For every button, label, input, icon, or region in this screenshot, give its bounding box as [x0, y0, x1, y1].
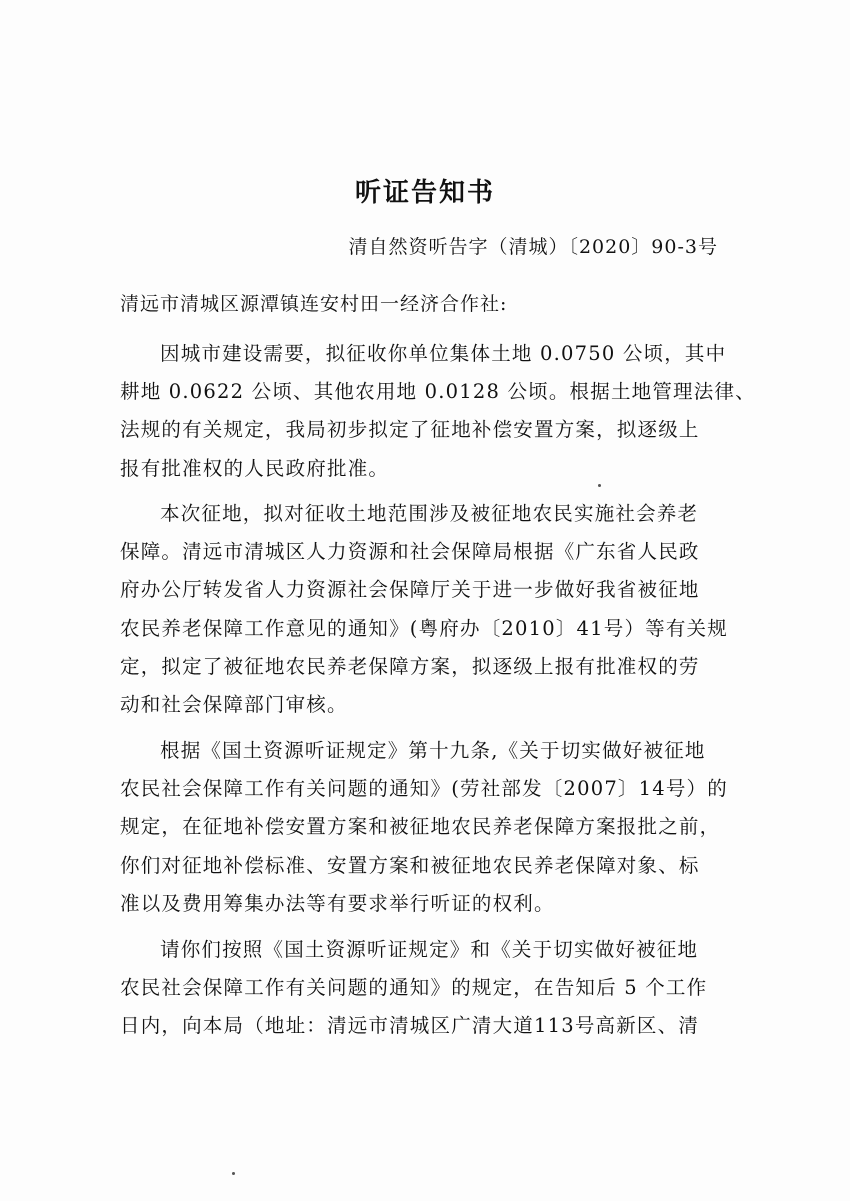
body-line: 因城市建设需要，拟征收你单位集体土地 0.0750 公顷，其中	[160, 342, 727, 365]
body-line: 府办公厅转发省人力资源社会保障厅关于进一步做好我省被征地	[120, 578, 700, 601]
body-line: 根据《国土资源听证规定》第十九条,《关于切实做好被征地	[160, 739, 706, 762]
body-line: 动和社会保障部门审核。	[120, 693, 348, 716]
body-line: 本次征地，拟对征收土地范围涉及被征地农民实施社会养老	[160, 502, 699, 525]
body-line: 耕地 0.0622 公顷、其他农用地 0.0128 公顷。根据土地管理法律、	[120, 380, 756, 403]
body-line: 准以及费用筹集办法等有要求举行听证的权利。	[120, 892, 555, 915]
body-line: 定，拟定了被征地农民养老保障方案，拟逐级上报有批准权的劳	[120, 655, 700, 678]
body-line: 农民养老保障工作意见的通知》(粤府办〔2010〕41号）等有关规	[120, 617, 728, 640]
body-line: 保障。清远市清城区人力资源和社会保障局根据《广东省人民政	[120, 540, 700, 563]
body-line: 法规的有关规定，我局初步拟定了征地补偿安置方案，拟逐级上	[120, 418, 700, 441]
document-number: 清自然资听告字（清城）〔2020〕90-3号	[348, 236, 718, 258]
scan-speck	[232, 1172, 235, 1175]
body-line: 你们对征地补偿标准、安置方案和被征地农民养老保障对象、标	[120, 854, 700, 877]
addressee: 清远市清城区源潭镇连安村田一经济合作社:	[120, 293, 508, 315]
body-line: 规定，在征地补偿安置方案和被征地农民养老保障方案报批之前，	[120, 815, 721, 838]
body-line: 日内，向本局（地址：清远市清城区广清大道113号高新区、清	[120, 1014, 700, 1037]
body-line: 请你们按照《国土资源听证规定》和《关于切实做好被征地	[160, 938, 699, 961]
scan-speck	[598, 484, 601, 487]
body-line: 农民社会保障工作有关问题的通知》的规定，在告知后 5 个工作	[120, 976, 708, 999]
body-line: 农民社会保障工作有关问题的通知》(劳社部发〔2007〕14号）的	[120, 777, 728, 800]
body-line: 报有批准权的人民政府批准。	[120, 457, 390, 480]
document-title: 听证告知书	[354, 178, 495, 208]
